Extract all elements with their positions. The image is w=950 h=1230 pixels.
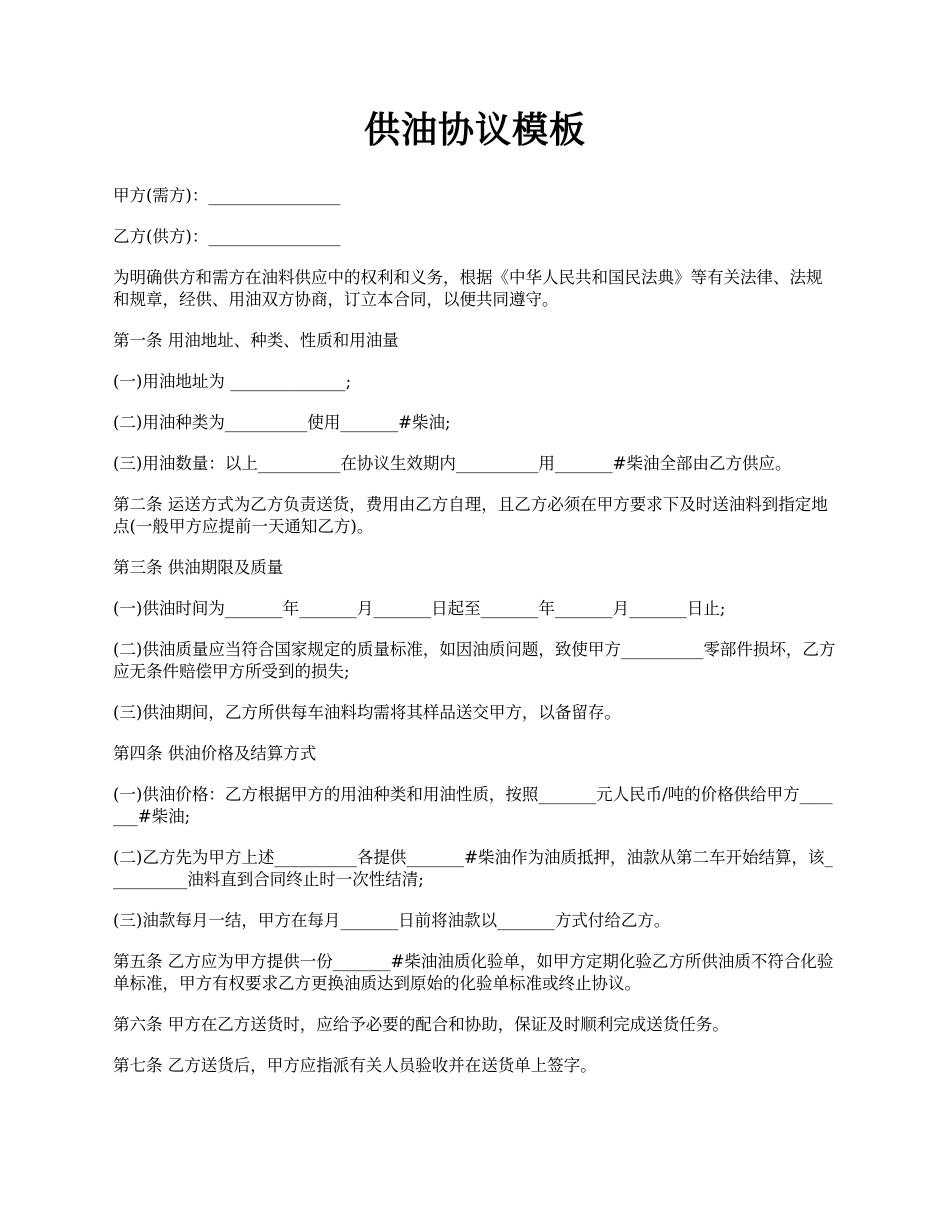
article-4-clause-2: (二)乙方先为甲方上述__________各提供_______#柴油作为油质抵押，油款从第二车开始结算，该__________油料直到合同终止时一次性结清; bbox=[113, 848, 833, 890]
party-b-line: 乙方(供方)：________________ bbox=[113, 227, 341, 247]
article-3-clause-3: (三)供油期间，乙方所供每车油料均需将其样品送交甲方，以备留存。 bbox=[113, 703, 621, 723]
article-1-clause-1: (一)用油地址为 ______________; bbox=[113, 372, 352, 392]
article-3-clause-1: (一)供油时间为_______年_______月_______日起至_______年_______月_______日止; bbox=[113, 599, 726, 619]
article-4-clause-1: (一)供油价格：乙方根据甲方的用油种类和用油性质，按照_______元人民币/吨的价格供给甲方_______#柴油; bbox=[113, 785, 833, 827]
article-3-clause-2: (二)供油质量应当符合国家规定的质量标准，如因油质问题，致使甲方__________零部件损坏，乙方应无条件赔偿甲方所受到的损失; bbox=[113, 640, 836, 682]
article-5-paragraph: 第五条 乙方应为甲方提供一份_______#柴油油质化验单，如甲方定期化验乙方所供油质不符合化验单标准，甲方有权要求乙方更换油质达到原始的化验单标准或终止协议。 bbox=[113, 952, 834, 994]
document-title: 供油协议模板 bbox=[363, 109, 586, 151]
preamble-paragraph: 为明确供方和需方在油料供应中的权利和义务，根据《中华人民共和国民法典》等有关法律、法规和规章，经供、用油双方协商，订立本合同，以便共同遵守。 bbox=[113, 268, 823, 310]
article-6-paragraph: 第六条 甲方在乙方送货时，应给予必要的配合和协助，保证及时顺利完成送货任务。 bbox=[113, 1015, 729, 1035]
article-4-heading: 第四条 供油价格及结算方式 bbox=[113, 744, 317, 764]
article-1-clause-2: (二)用油种类为__________使用_______#柴油; bbox=[113, 413, 451, 433]
article-1-heading: 第一条 用油地址、种类、性质和用油量 bbox=[113, 331, 399, 351]
document-page bbox=[113, 110, 837, 1096]
article-4-clause-3: (三)油款每月一结，甲方在每月_______日前将油款以_______方式付给乙方。 bbox=[113, 911, 671, 931]
article-2-paragraph: 第二条 运送方式为乙方负责送货，费用由乙方自理，且乙方必须在甲方要求下及时送油料到指定地点(一般甲方应提前一天通知乙方)。 bbox=[113, 495, 828, 537]
article-7-paragraph: 第七条 乙方送货后，甲方应指派有关人员验收并在送货单上签字。 bbox=[113, 1056, 597, 1076]
article-3-heading: 第三条 供油期限及质量 bbox=[113, 558, 284, 578]
article-1-clause-3: (三)用油数量：以上__________在协议生效期内__________用_______#柴油全部由乙方供应。 bbox=[113, 454, 792, 474]
party-a-line: 甲方(需方)：________________ bbox=[113, 186, 341, 206]
